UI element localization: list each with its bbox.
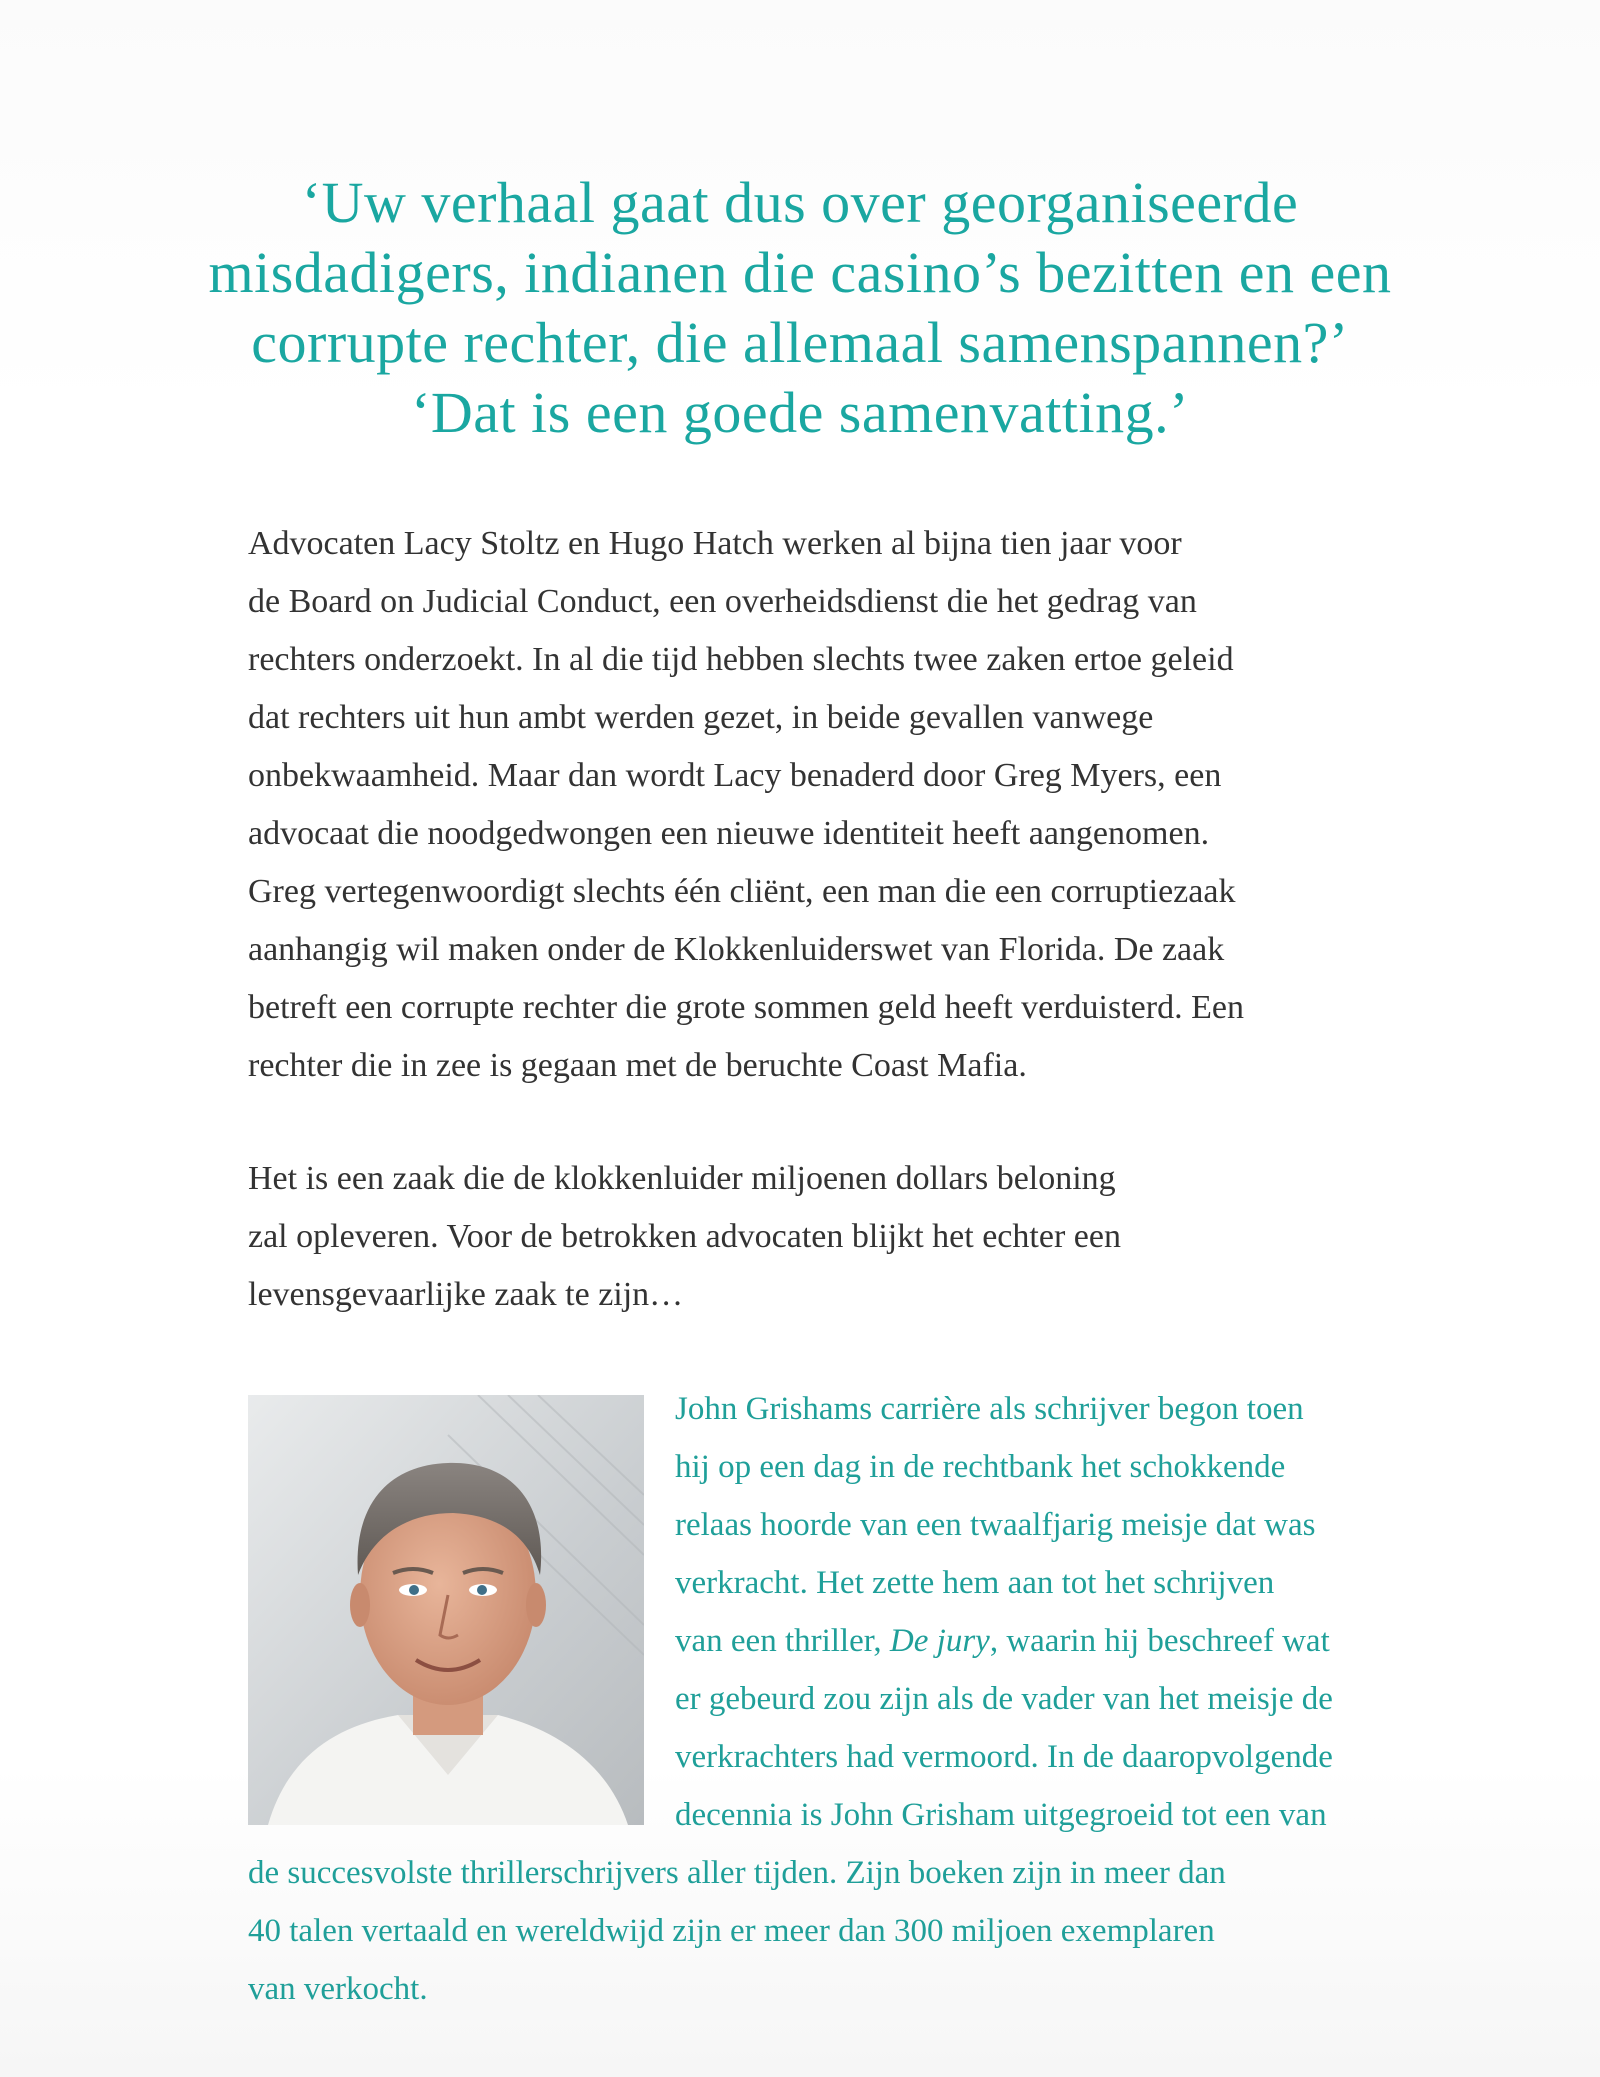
plot-summary bbox=[248, 515, 1528, 1095]
summary-line: advocaat die noodgedwongen een nieuwe identiteit heeft aangenomen. bbox=[248, 815, 1210, 852]
quote-line: misdadigers, indianen die casino’s bezitten en een bbox=[208, 240, 1392, 305]
bio-line: verkracht. Het zette hem aan tot het schrijven bbox=[675, 1565, 1275, 1601]
tagline-line: levensgevaarlijke zaak te zijn… bbox=[248, 1276, 684, 1313]
author-bio-top bbox=[675, 1380, 1333, 1844]
book-title: De jury bbox=[889, 1623, 990, 1659]
bio-line: relaas hoorde van een twaalfjarig meisje dat was bbox=[675, 1507, 1316, 1543]
bio-line: 40 talen vertaald en wereldwijd zijn er meer dan 300 miljoen exemplaren bbox=[248, 1913, 1215, 1949]
author-photo bbox=[248, 1395, 644, 1825]
author-bio-bottom bbox=[248, 1844, 1226, 2018]
bio-line: de succesvolste thrillerschrijvers aller tijden. Zijn boeken zijn in meer dan bbox=[248, 1855, 1226, 1891]
summary-line: aanhangig wil maken onder de Klokkenluiderswet van Florida. De zaak bbox=[248, 931, 1225, 968]
bio-line bbox=[675, 1612, 1333, 1670]
quote-line: corrupte rechter, die allemaal samenspannen?’ bbox=[251, 310, 1349, 375]
summary-line: dat rechters uit hun ambt werden gezet, in beide gevallen vanwege bbox=[248, 699, 1154, 736]
summary-line: rechter die in zee is gegaan met de beruchte Coast Mafia. bbox=[248, 1047, 1027, 1084]
pull-quote bbox=[180, 168, 1420, 448]
bio-line: hij op een dag in de rechtbank het schokkende bbox=[675, 1449, 1286, 1485]
summary-line: onbekwaamheid. Maar dan wordt Lacy benaderd door Greg Myers, een bbox=[248, 757, 1222, 794]
summary-line: betreft een corrupte rechter die grote sommen geld heeft verduisterd. Een bbox=[248, 989, 1244, 1026]
bio-text: van een thriller, bbox=[675, 1623, 890, 1659]
bio-line: John Grishams carrière als schrijver begon toen bbox=[675, 1391, 1304, 1427]
summary-line: rechters onderzoekt. In al die tijd hebben slechts twee zaken ertoe geleid bbox=[248, 641, 1234, 678]
tagline-line: Het is een zaak die de klokkenluider miljoenen dollars beloning bbox=[248, 1160, 1116, 1197]
bio-line: verkrachters had vermoord. In de daaropvolgende bbox=[675, 1739, 1333, 1775]
quote-line: ‘Dat is een goede samenvatting.’ bbox=[411, 380, 1189, 445]
bio-line: van verkocht. bbox=[248, 1971, 428, 2007]
tagline-paragraph bbox=[248, 1150, 1528, 1324]
summary-line: de Board on Judicial Conduct, een overheidsdienst die het gedrag van bbox=[248, 583, 1197, 620]
summary-line: Greg vertegenwoordigt slechts één cliënt, een man die een corruptiezaak bbox=[248, 873, 1236, 910]
bio-line: decennia is John Grisham uitgegroeid tot een van bbox=[675, 1797, 1327, 1833]
bio-line: er gebeurd zou zijn als de vader van het meisje de bbox=[675, 1681, 1333, 1717]
quote-line: ‘Uw verhaal gaat dus over georganiseerde bbox=[301, 170, 1299, 235]
bio-text: , waarin hij beschreef wat bbox=[989, 1623, 1330, 1659]
summary-line: Advocaten Lacy Stoltz en Hugo Hatch werken al bijna tien jaar voor bbox=[248, 525, 1182, 562]
tagline-line: zal opleveren. Voor de betrokken advocaten blijkt het echter een bbox=[248, 1218, 1121, 1255]
